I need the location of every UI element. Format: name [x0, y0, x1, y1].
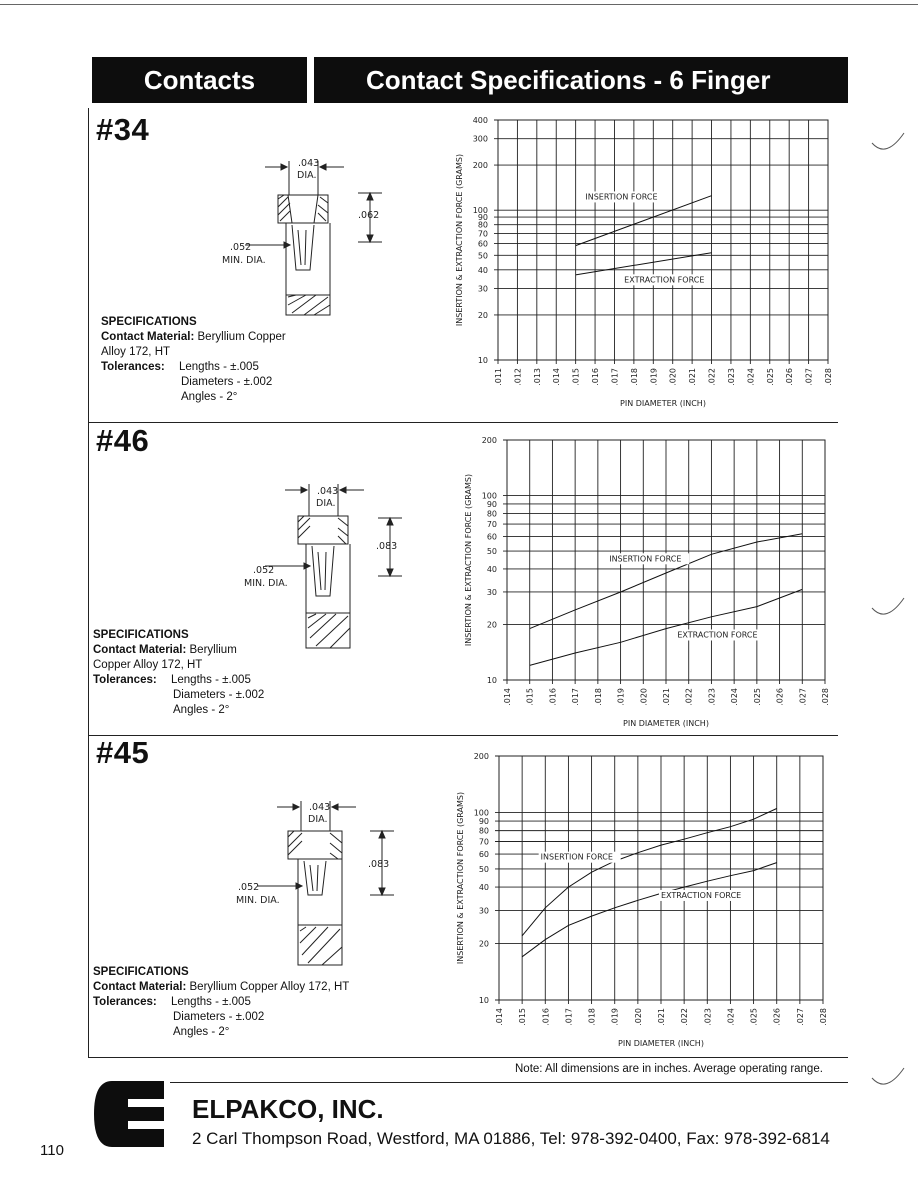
insertion-force-label: INSERTION FORCE	[609, 554, 682, 564]
binder-hole-mark	[870, 1060, 910, 1090]
tol-diameters: Diameters - ±.002	[173, 1011, 265, 1023]
x-tick-label: .012	[513, 368, 523, 386]
dim-top-sub-34: DIA.	[297, 170, 317, 181]
tol-diameters: Diameters - ±.002	[181, 376, 273, 388]
specifications-46	[93, 628, 393, 718]
y-tick-label: 70	[478, 837, 489, 847]
x-tick-label: .022	[680, 1008, 690, 1026]
x-tick-label: .020	[633, 1008, 643, 1026]
y-tick-label: 30	[478, 906, 489, 916]
tolerances-label: Tolerances:	[101, 361, 165, 373]
extraction-force-line	[576, 253, 712, 275]
dim-left-46: .052	[253, 565, 275, 576]
extraction-force-label: EXTRACTION FORCE	[624, 275, 705, 285]
y-tick-label: 70	[477, 229, 488, 239]
x-tick-label: .022	[684, 688, 694, 706]
x-axis-label: PIN DIAMETER (INCH)	[618, 1039, 704, 1048]
y-tick-label: 10	[477, 356, 488, 365]
y-tick-label: 200	[473, 752, 489, 761]
dim-side-46: .083	[376, 541, 398, 552]
x-axis-label: PIN DIAMETER (INCH)	[620, 399, 706, 408]
material-label: Contact Material:	[93, 644, 187, 656]
page-title: Contact Specifications - 6 Finger	[314, 57, 848, 103]
x-tick-label: .018	[593, 688, 603, 706]
material-value: Beryllium Copper Alloy 172, HT	[189, 981, 350, 993]
tol-lengths: Lengths - ±.005	[179, 361, 259, 373]
material-label: Contact Material:	[101, 331, 195, 343]
material-cont: Copper Alloy 172, HT	[93, 659, 203, 671]
extraction-force-label: EXTRACTION FORCE	[661, 890, 742, 900]
y-axis-label: INSERTION & EXTRACTION FORCE (GRAMS)	[464, 473, 473, 647]
x-tick-label: .013	[532, 368, 542, 386]
x-axis-label: PIN DIAMETER (INCH)	[623, 719, 709, 728]
y-tick-label: 30	[477, 284, 488, 294]
y-tick-label: 70	[486, 520, 497, 530]
dim-top-45: .043	[309, 802, 331, 813]
y-tick-label: 80	[486, 509, 497, 519]
y-tick-label: 90	[477, 213, 488, 223]
x-tick-label: .017	[610, 368, 620, 386]
y-tick-label: 60	[486, 532, 497, 542]
x-tick-label: .019	[649, 368, 659, 386]
y-tick-label: 30	[486, 587, 497, 597]
tol-angles: Angles - 2°	[173, 704, 230, 716]
x-tick-label: .014	[552, 368, 562, 386]
part-number-34: #34	[96, 112, 150, 147]
dim-left-sub-34: MIN. DIA.	[222, 255, 266, 266]
x-tick-label: .028	[824, 368, 833, 386]
x-tick-label: .023	[726, 368, 736, 386]
x-tick-label: .021	[662, 688, 671, 706]
x-tick-label: .021	[657, 1008, 666, 1026]
x-tick-label: .026	[775, 688, 785, 706]
x-tick-label: .021	[688, 368, 698, 386]
y-tick-label: 10	[478, 996, 489, 1005]
x-tick-label: .017	[571, 688, 581, 706]
section-divider	[88, 422, 838, 423]
tol-lengths: Lengths - ±.005	[171, 674, 251, 686]
y-tick-label: 50	[486, 547, 497, 557]
section-divider	[88, 735, 838, 736]
force-chart-46	[455, 432, 835, 730]
force-chart-34	[440, 112, 840, 418]
y-tick-label: 200	[481, 436, 497, 445]
plot-frame	[498, 120, 828, 360]
company-address: 2 Carl Thompson Road, Westford, MA 01886, Tel: 978-392-0400, Fax: 978-392-6814	[192, 1129, 830, 1148]
x-tick-label: .027	[804, 368, 814, 386]
x-tick-label: .014	[495, 1008, 504, 1026]
part-number-46: #46	[96, 423, 150, 458]
tol-angles: Angles - 2°	[173, 1026, 230, 1038]
specifications-45	[93, 965, 433, 1040]
tolerances-label: Tolerances:	[93, 674, 157, 686]
x-tick-label: .022	[707, 368, 717, 386]
y-tick-label: 40	[477, 265, 488, 275]
insertion-force-label: INSERTION FORCE	[585, 192, 658, 202]
y-tick-label: 400	[472, 116, 488, 125]
x-tick-label: .025	[752, 688, 762, 706]
tol-angles: Angles - 2°	[181, 391, 238, 403]
extraction-force-line	[522, 863, 777, 957]
section-header: Contacts	[92, 57, 307, 103]
y-axis-label: INSERTION & EXTRACTION FORCE (GRAMS)	[455, 153, 464, 327]
y-tick-label: 20	[478, 939, 489, 949]
x-tick-label: .018	[587, 1008, 597, 1026]
x-tick-label: .020	[668, 368, 678, 386]
x-tick-label: .016	[541, 1008, 551, 1026]
dim-top-sub-45: DIA.	[308, 814, 328, 825]
tol-lengths: Lengths - ±.005	[171, 996, 251, 1008]
y-tick-label: 10	[486, 676, 497, 685]
y-tick-label: 50	[478, 864, 489, 874]
x-tick-label: .027	[798, 688, 808, 706]
y-tick-label: 40	[478, 883, 489, 893]
y-tick-label: 100	[473, 808, 489, 818]
dim-left-34: .052	[230, 242, 252, 253]
x-tick-label: .019	[616, 688, 626, 706]
x-tick-label: .025	[749, 1008, 759, 1026]
force-chart-45	[447, 748, 835, 1050]
x-tick-label: .015	[571, 368, 581, 386]
elpakco-logo	[92, 1077, 164, 1149]
x-tick-label: .027	[795, 1008, 805, 1026]
page-number: 110	[40, 1142, 64, 1159]
insertion-force-line	[576, 196, 712, 246]
x-tick-label: .015	[518, 1008, 528, 1026]
tol-diameters: Diameters - ±.002	[173, 689, 265, 701]
dim-side-45: .083	[368, 859, 390, 870]
footer-rule	[170, 1082, 848, 1083]
x-tick-label: .028	[821, 688, 830, 706]
y-tick-label: 300	[472, 134, 488, 144]
dimensions-note: Note: All dimensions are in inches. Average operating range.	[515, 1063, 823, 1075]
x-tick-label: .017	[564, 1008, 574, 1026]
y-tick-label: 90	[486, 499, 497, 509]
y-tick-label: 100	[472, 206, 488, 216]
insertion-force-line	[522, 809, 777, 936]
x-tick-label: .011	[494, 368, 503, 386]
x-tick-label: .025	[765, 368, 775, 386]
y-tick-label: 90	[478, 817, 489, 827]
dim-left-45: .052	[238, 882, 260, 893]
tolerances-label: Tolerances:	[93, 996, 157, 1008]
dim-side-34: .062	[358, 210, 380, 221]
dim-top-34: .043	[298, 158, 320, 169]
company-name: ELPAKCO, INC.	[192, 1094, 384, 1124]
dim-left-sub-46: MIN. DIA.	[244, 578, 288, 589]
dim-left-sub-45: MIN. DIA.	[236, 895, 280, 906]
x-tick-label: .018	[629, 368, 639, 386]
section-divider	[88, 1057, 848, 1058]
x-tick-label: .016	[548, 688, 558, 706]
spec-heading: SPECIFICATIONS	[93, 629, 189, 641]
x-tick-label: .014	[503, 688, 512, 706]
material-label: Contact Material:	[93, 981, 187, 993]
y-tick-label: 100	[481, 491, 497, 501]
x-tick-label: .028	[819, 1008, 828, 1026]
x-tick-label: .024	[730, 688, 740, 706]
x-tick-label: .023	[703, 1008, 713, 1026]
top-rule	[0, 4, 918, 5]
x-tick-label: .023	[707, 688, 717, 706]
spec-heading: SPECIFICATIONS	[93, 966, 189, 978]
dim-top-46: .043	[317, 486, 339, 497]
y-tick-label: 20	[486, 620, 497, 630]
y-tick-label: 80	[478, 826, 489, 836]
x-tick-label: .019	[610, 1008, 620, 1026]
insertion-force-label: INSERTION FORCE	[540, 852, 613, 862]
x-tick-label: .026	[772, 1008, 782, 1026]
x-tick-label: .016	[591, 368, 601, 386]
x-tick-label: .020	[639, 688, 649, 706]
binder-hole-mark	[870, 590, 910, 620]
y-tick-label: 60	[478, 850, 489, 860]
x-tick-label: .026	[785, 368, 795, 386]
y-tick-label: 20	[477, 310, 488, 320]
part-number-45: #45	[96, 735, 150, 770]
binder-hole-mark	[870, 125, 910, 155]
dim-top-sub-46: DIA.	[316, 498, 336, 509]
material-value: Beryllium	[189, 644, 237, 656]
x-tick-label: .024	[726, 1008, 736, 1026]
x-tick-label: .015	[525, 688, 535, 706]
material-cont: Alloy 172, HT	[101, 346, 171, 358]
y-tick-label: 40	[486, 564, 497, 574]
material-value: Beryllium Copper	[197, 331, 286, 343]
y-tick-label: 200	[472, 161, 488, 171]
x-tick-label: .024	[746, 368, 756, 386]
specifications-34	[101, 315, 401, 405]
y-axis-label: INSERTION & EXTRACTION FORCE (GRAMS)	[456, 791, 465, 965]
extraction-force-label: EXTRACTION FORCE	[677, 630, 758, 640]
spec-heading: SPECIFICATIONS	[101, 316, 197, 328]
y-tick-label: 60	[477, 239, 488, 249]
y-tick-label: 80	[477, 220, 488, 230]
y-tick-label: 50	[477, 251, 488, 261]
